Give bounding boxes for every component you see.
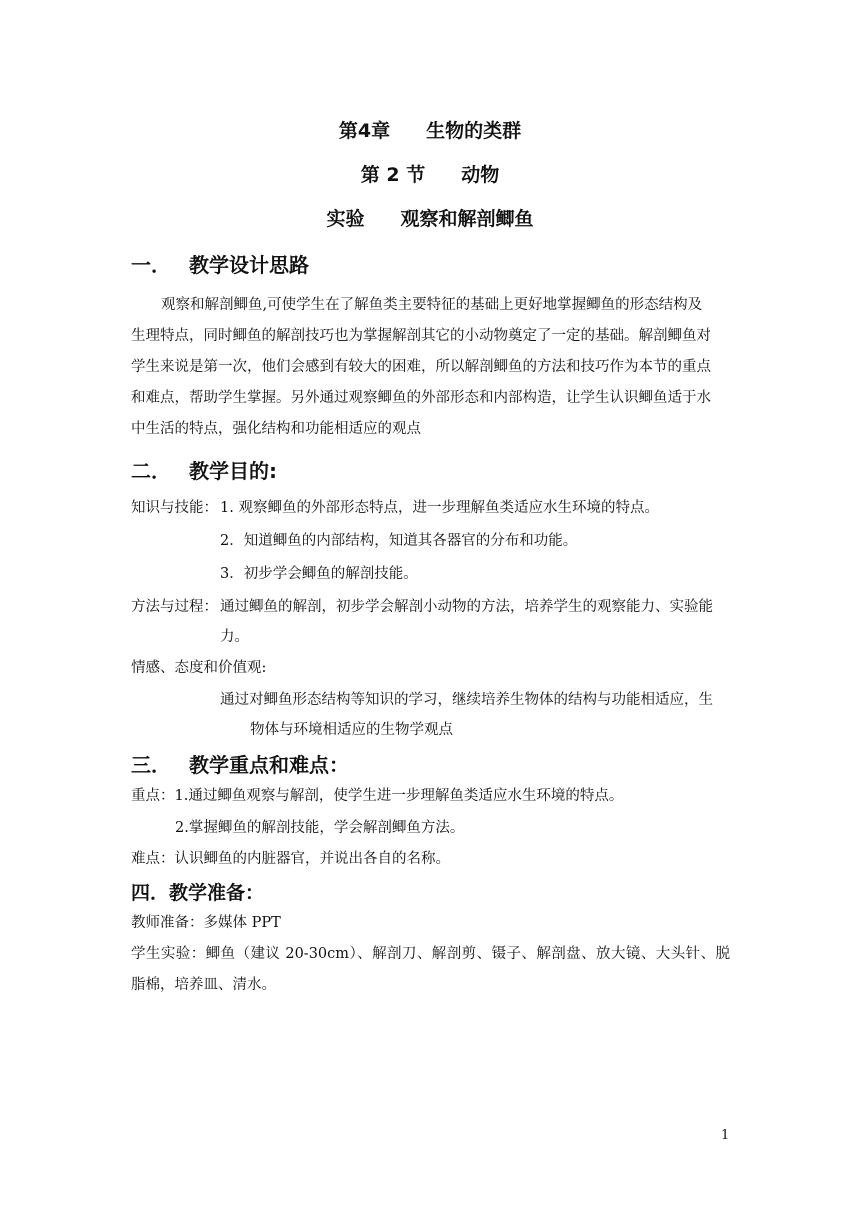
section-3-heading [131,749,531,775]
section-2-number: 二． [131,459,171,483]
difficulty-line: 难点：认识鲫鱼的内脏器官，并说出各自的名称。 [131,851,450,867]
chapter-title: 生物的类群 [426,120,522,142]
section-2-title: 教学目的: [189,459,277,483]
experiment-label: 实验 [326,208,365,230]
method-line-2: 力。 [220,629,249,645]
emotion-line-2: 物体与环境相适应的生物学观点 [250,722,453,738]
chapter-number: 第4章 [338,120,391,142]
design-line-5: 中生活的特点，强化结构和功能相适应的观点 [131,421,421,437]
student-prep-line-2: 脂棉，培养皿、清水。 [131,977,276,993]
section-2-heading [131,455,531,481]
section-4-heading: 四．教学准备： [131,882,265,904]
method-label: 方法与过程： [131,599,218,615]
knowledge-item-2: 2．知道鲫鱼的内部结构，知道其各器官的分布和功能。 [220,533,578,549]
section-title: 动物 [461,164,500,186]
student-prep-line-1: 学生实验：鲫鱼（建议 20-30cm）、解剖刀、解剖剪、镊子、解剖盘、放大镜、大头针、脱 [131,946,730,962]
design-paragraph [131,290,730,445]
design-line-1: 观察和解剖鲫鱼,可使学生在了解鱼类主要特征的基础上更好地掌握鲫鱼的形态结构及 [161,297,703,313]
section-1-number: 一． [131,253,171,277]
design-line-3: 学生来说是第一次，他们会感到有较大的困难，所以解剖鲫鱼的方法和技巧作为本节的重点 [131,359,711,375]
knowledge-item-3: 3．初步学会鲫鱼的解剖技能。 [220,566,418,582]
knowledge-item-1: 1. 观察鲫鱼的外部形态特点，进一步理解鱼类适应水生环境的特点。 [220,500,659,516]
section-heading [0,160,860,187]
section-number: 第 2 节 [360,164,426,186]
design-line-4: 和难点，帮助学生掌握。另外通过观察鲫鱼的外部形态和内部构造，让学生认识鲫鱼适于水 [131,390,711,406]
section-1-title: 教学设计思路 [189,253,309,277]
knowledge-label: 知识与技能： [131,500,218,516]
chapter-heading [0,116,860,143]
emotion-line-1: 通过对鲫鱼形态结构等知识的学习，继续培养生物体的结构与功能相适应，生 [220,692,713,708]
key-point-line-2: 2.掌握鲫鱼的解剖技能，学会解剖鲫鱼方法。 [175,820,465,836]
section-3-title: 教学重点和难点： [189,753,349,777]
key-point-line-1: 重点：1.通过鲫鱼观察与解剖，使学生进一步理解鱼类适应水生环境的特点。 [131,788,624,804]
section-3-number: 三． [131,753,171,777]
method-line-1: 通过鲫鱼的解剖，初步学会解剖小动物的方法，培养学生的观察能力、实验能 [220,599,713,615]
experiment-heading [0,204,860,231]
design-line-2: 生理特点，同时鲫鱼的解剖技巧也为掌握解剖其它的小动物奠定了一定的基础。解剖鲫鱼对 [131,328,711,344]
teacher-prep: 教师准备：多媒体 PPT [131,915,281,931]
emotion-label: 情感、态度和价值观: [131,660,267,676]
experiment-title: 观察和解剖鲫鱼 [400,208,534,230]
section-1-heading [131,249,531,275]
page-number: 1 [721,1128,730,1143]
